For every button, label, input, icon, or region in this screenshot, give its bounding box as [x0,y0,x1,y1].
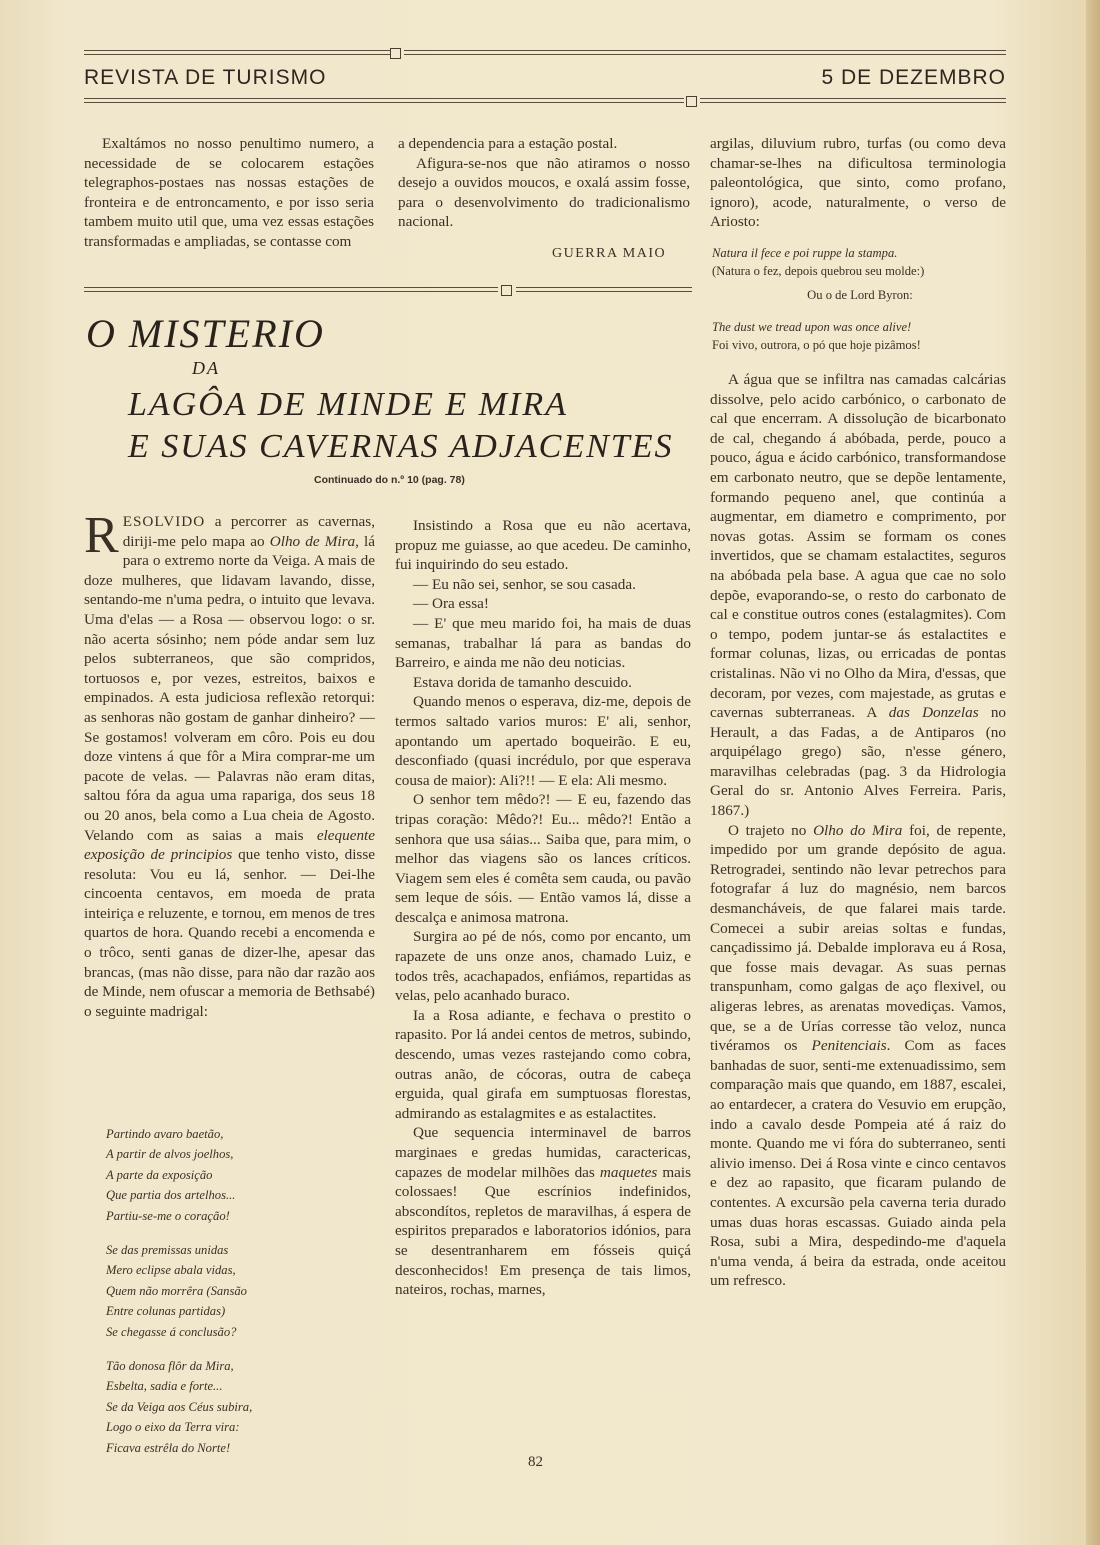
author-signature: GUERRA MAIO [552,246,667,261]
madrigal-poem [106,1124,366,1472]
article-col3: argilas, diluvium rubro, turfas (ou como deva chamar-se-lhes na dificultosa terminologia paleontológica, que sinto, como profano, ignoro), acode, naturalmente, o verso de Ariosto: [710,135,1006,231]
poem-stanza: Tão donosa flôr da Mira, Esbelta, sadia e forte... Se da Veiga aos Céus subira, Logo o eixo da Terra vira: Ficava estrêla do Norte! [106,1359,253,1455]
section-rule-right [516,287,692,292]
continued-note: Continuado do n.º 10 (pag. 78) [314,474,465,486]
byron-quote: The dust we tread upon was once alive! Foi vivo, outrora, o pó que hoje pizâmos! [712,320,921,352]
article-title-da: DA [192,358,220,378]
header-date: 5 DE DEZEMBRO [821,66,1006,89]
section-rule-left [84,287,498,292]
drop-cap: R [84,507,119,564]
poem-stanza: Partindo avaro baetão, A partir de alvos joelhos, A parte da exposição Que partia dos artelhos... Partiu-se-me o coração! [106,1127,236,1223]
page-edge [1086,0,1100,1545]
ornament-square [390,48,401,59]
ariosto-quote: Natura il fece e poi ruppe la stampa. (Natura o fez, depois quebrou seu molde:) Ou o de Lord Byron: [712,246,925,302]
article-title: O MISTERIO [86,311,325,356]
ornament-square [501,285,512,296]
poem-stanza: Se das premissas unidas Mero eclipse abala vidas, Quem não morrêra (Sansão Entre colunas partidas) Se chegasse á conclusão? [106,1243,247,1339]
header-title: REVISTA DE TURISMO [84,66,327,89]
header-bottom-rule-right [700,98,1006,103]
ornament-square [686,96,697,107]
article-title-line2: LAGÔA DE MINDE E MIRA [128,386,568,423]
article-col1: RESOLVIDO a percorrer as cavernas, diriji-me pelo mapa ao Olho de Mira, lá para o extremo norte da Veiga. A mais de doze mulheres, que lidavam lavando, disse, sentando-me n'uma pedra, o intuito que levava. Uma d'elas — a Rosa — observou logo: o sr. não acerta sósinho; nem póde andar sem luz pelos subterraneos, que são compridos, tortuosos e, por vezes, estreitos, baixos e empinados. A esta judiciosa reflexão retorqui: as senhoras não gostam de ganhar dinheiro? — Se gostamos! volveram em côro. Pois eu dou doze vintens á que fôr a Mira comprar-me um pacote de velas. — Palavras não eram ditas, saltou fóra da agua uma rapariga, dos seus 18 ou 20 anos, bela como a Lua cheia de Agosto. Velando com as saias a mais elequente exposição de principios que tenho visto, disse resoluta: Vou eu lá, senhor. — Dei-lhe cincoenta centavos, em moeda de prata inteiriça e reluzente, e tornou, em menos de tres quartos de hora. Quando recebi a encomenda e o trôco, senti ganas de dizer-lhe, apesar das brancas, (mas não disse, para não dar razão aos de Minde, nem ofuscar a memoria de Bethsabé) o seguinte madrigal: [84,507,376,1020]
top-article-col2: a dependencia para a estação postal. Afigura-se-nos que não atiramos o nosso desejo a ouvidos moucos, e oxalá assim fosse, para o desenvolvimento do tradicionalismo nacional. [398,135,690,231]
header-top-rule-left [84,50,390,55]
article-title-line3: E SUAS CAVERNAS ADJACENTES [128,428,674,465]
article-col2: Insistindo a Rosa que eu não acertava, propuz me guiasse, ao que acedeu. De caminho, fui inquirindo do seu estado. — Eu não sei, senhor, se sou casada. — Ora essa! — E' que meu marido foi, ha mais de duas semanas, trabalhar lá para as bandas do Barreiro, e ainda me não deu noticias. Estava dorida de tamanho descuido. Quando menos o esperava, diz-me, depois de termos saltado varios muros: E' ali, senhor, apontando um apertado boqueirão. E eu, desconfiado (quasi incrédulo, por que esperava cousa de maior): Ali?!! — E ela: Ali mesmo. O senhor tem mêdo?! — E eu, fazendo das tripas coração: Mêdo?! Eu... mêdo?! Então a senhora que usa sáias... Saiba que, para mim, o melhor das viagens são os lances críticos. Viagem sem eles é comêta sem cauda, ou pavão sem leque de sóis. — Então vamos lá, disse a descalça e animosa matrona. Surgira ao pé de nós, como por encanto, um rapazete de uns onze anos, chamado Luiz, e todos três, acachapados, enfiámos, repartidas as velas, pelo acanhado buraco. Ia a Rosa adiante, e fechava o prestito o rapasito. Por lá andei centos de metros, subindo, descendo, umas vezes rastejando como cobra, outras anão, de cócoras, outra de cabeça erguida, qual girafa em sumptuosas florestas, admirando as estalagmites e as estalactites. Que sequencia interminavel de barros marginaes e gredas humidas, caractericas, capazes de modelar milhões das maquetes mais colossaes! Que escrínios indefinidos, abscondítos, repletos de maravilhas, á espera de espiritos preparados e laboratorios idónios, para se desentranharem em fósseis quiçá desconhecidos! Em presença de tais limos, nateiros, rochas, marnes, [395,517,692,1299]
page-number: 82 [528,1454,543,1470]
article-col3-body: A água que se infiltra nas camadas calcárias dissolve, pelo acido carbónico, o carbonato de cal que encerram. A dissolução de bicarbonato de cal, chegando á abóbada, perde, pouco a pouco, água e ácido carbónico, transformandose em carbonato neutro, que se depõe lentamente, formando pequeno anel, que continúa a augmentar, em diametro e comprimento, por novas gotas. Assim se formam os cones invertidos, que se chamam estalactites, seguros na abóbada pela base. A agua que cae no solo depõe, evaporando-se, o resto do carbonato de cal e constitue outros cones (estalagmites). Com o tempo, podem juntar-se ás estalactites e formar colunas, lizas, ou erricadas de pontas cristalinas. Não vi no Olho da Mira, d'essas, que decoram, por vezes, com majestade, as grutas e cavernas subterraneas. A das Donzelas no Herault, a das Fadas, a de Antiparos (no arquipélago grego) são, n'esse género, maravilhas celebradas (pag. 3 da Hidrologia Geral do sr. Antonio Alves Ferreira. Paris, 1867.) O trajeto no Olho do Mira foi, de repente, impedido por um grande depósito de agua. Retrogradei, sentindo não levar petrechos para fotografar á luz do magnésio, nem barcos desmancháveis, de que falarei mais tarde. Comecei a subir areias soltas e fundas, cançadissimo já. Debalde implorava eu á Rosa, que fosse mais devagar. As suas pernas transpunham, como galgas de aço flexivel, ou aligeras lebres, as arenatas movediças. Vamos, que, se a de Urías corresse tão veloz, nunca tivéramos os Penitenciais. Com as faces banhadas de suor, senti-me extenuadissimo, sem comparação mais que quando, em 1887, escalei, ao entardecer, a cratera do Vesuvio em erupção, indo a cavalo desde Pompeia até á raiz do monte. Quando me vi fóra do subterraneo, senti alivio imenso. Dei á Rosa vinte e cinco centavos e dez ao rapasito, que ficaram pulando de contentes. A excursão pela caverna teria durado umas duas horas escassas. Guiado ainda pela Rosa, subi a Mira, despedindo-me d'aquela n'uma venda, á beira da estrada, onde aceitou um refresco. [710,371,1007,1290]
header-bottom-rule-left [84,98,684,103]
top-article-col1: Exaltámos no nosso penultimo numero, a necessidade de se colocarem estações telegraphos-postaes nas nossas estações de fronteira e de entroncamento, e por isso seria tambem muito util que, uma vez essas estações transformadas e ampliadas, se contasse com [84,135,374,250]
header-top-rule-right [404,50,1006,55]
